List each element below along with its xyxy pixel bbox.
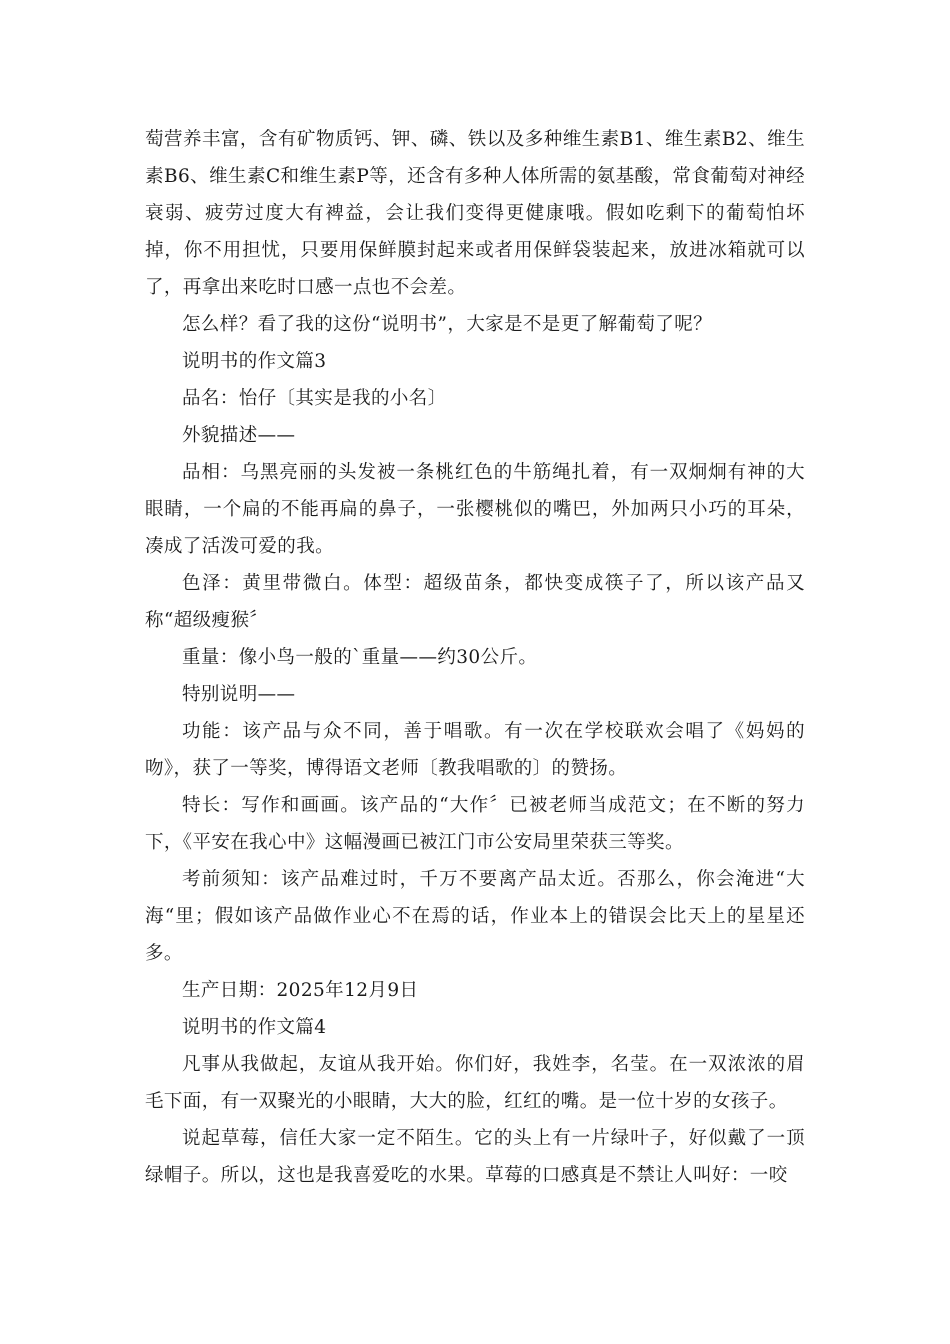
document-body (145, 121, 805, 1194)
paragraph-grape-conclusion: 怎么样？看了我的这份“说明书”，大家是不是更了解葡萄了呢？ (182, 314, 713, 335)
paragraph-precautions: 考前须知：该产品难过时，千万不要离产品太近。否那么，你会淹进“大海“里；假如该产品做作业心不在焉的话，作业本上的错误会比天上的星星还多。 (145, 869, 805, 964)
paragraph-weight: 重量：像小鸟一般的`重量——约30公斤。 (182, 647, 538, 668)
paragraph-product-name: 品名：怡仔〔其实是我的小名〕 (182, 388, 447, 409)
section-heading-essay-3: 说明书的作文篇3 (182, 351, 327, 372)
paragraph-production-date: 生产日期：2025年12月9日 (182, 980, 419, 1001)
paragraph-special-heading: 特别说明—— (182, 684, 296, 705)
paragraph-strawberry: 说起草莓，信任大家一定不陌生。它的头上有一片绿叶子，好似戴了一顶绿帽子。所以，这也是我喜爱吃的水果。草莓的口感真是不禁让人叫好：一咬 (145, 1128, 805, 1186)
section-heading-essay-4: 说明书的作文篇4 (182, 1017, 327, 1038)
paragraph-appearance-heading: 外貌描述—— (182, 425, 296, 446)
paragraph-specialty: 特长：写作和画画。该产品的“大作〞已被老师当成范文；在不断的努力下，《平安在我心中》这幅漫画已被江门市公安局里荣获三等奖。 (145, 795, 805, 853)
paragraph-function: 功能：该产品与众不同，善于唱歌。有一次在学校联欢会唱了《妈妈的吻》，获了一等奖，博得语文老师〔教我唱歌的〕的赞扬。 (145, 721, 805, 779)
paragraph-self-intro: 凡事从我做起，友谊从我开始。你们好，我姓李，名莹。在一双浓浓的眉毛下面，有一双聚光的小眼睛，大大的脸，红红的嘴。是一位十岁的女孩子。 (145, 1054, 805, 1112)
paragraph-color-body: 色泽：黄里带微白。体型：超级苗条，都快变成筷子了，所以该产品又称“超级瘦猴〞 (145, 573, 805, 631)
paragraph-appearance: 品相：乌黑亮丽的头发被一条桃红色的牛筋绳扎着，有一双炯炯有神的大眼睛，一个扁的不能再扁的鼻子，一张樱桃似的嘴巴，外加两只小巧的耳朵，凑成了活泼可爱的我。 (145, 462, 805, 557)
paragraph-grape-nutrition: 萄营养丰富，含有矿物质钙、钾、磷、铁以及多种维生素B1、维生素B2、维生素B6、维生素C和维生素P等，还含有多种人体所需的氨基酸，常食葡萄对神经衰弱、疲劳过度大有裨益，会让我们变得更健康哦。假如吃剩下的葡萄怕坏掉，你不用担忧，只要用保鲜膜封起来或者用保鲜袋装起来，放进冰箱就可以了，再拿出来吃时口感一点也不会差。 (145, 129, 805, 298)
